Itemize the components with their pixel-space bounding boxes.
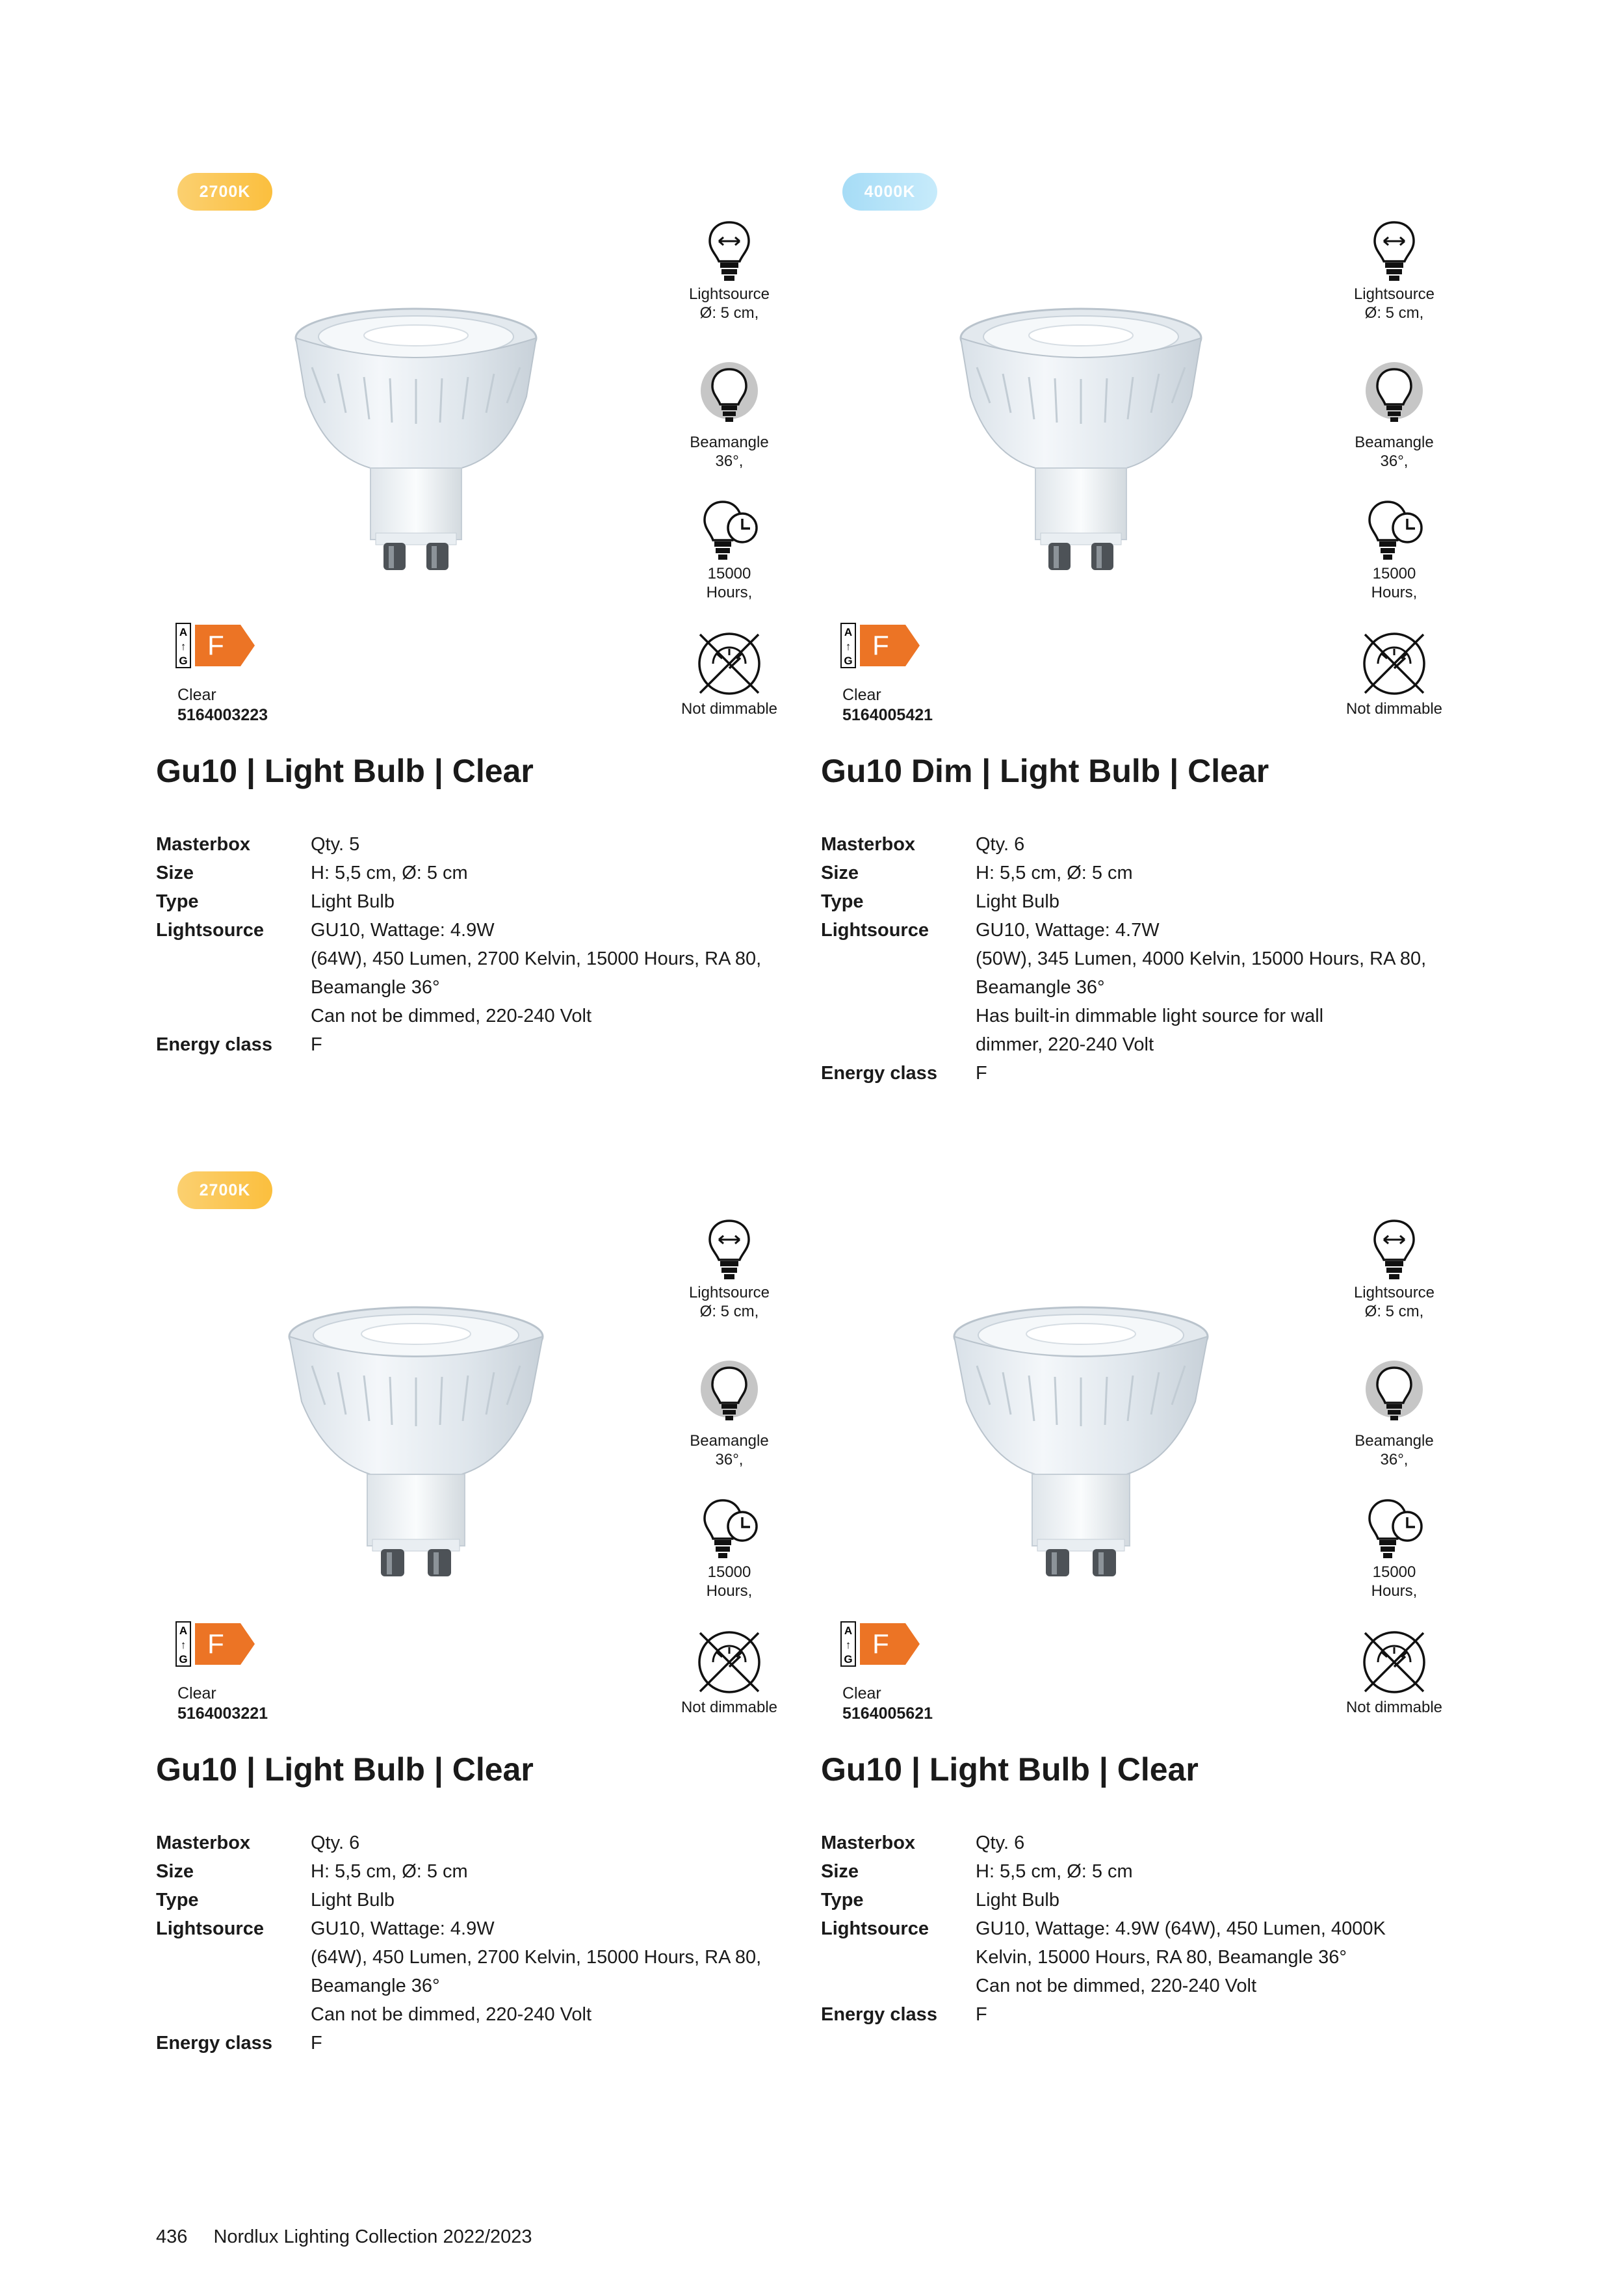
spec-row-size	[821, 859, 1477, 887]
lifetime-feature	[1329, 1498, 1459, 1600]
spec-value	[976, 1829, 1477, 1857]
bulb-diameter-icon	[706, 220, 753, 285]
energy-class-icon	[175, 623, 257, 668]
product-sku: 5164003221	[177, 1704, 268, 1723]
product-title: Gu10 | Light Bulb | Clear	[156, 1751, 534, 1788]
spec-label: Energy class	[821, 1063, 937, 1084]
spec-row-size	[156, 859, 812, 887]
beam-angle-icon	[1362, 361, 1427, 433]
lifetime-unit: Hours,	[706, 1582, 753, 1600]
spec-table	[821, 830, 1477, 1088]
lightsource-label: Lightsource	[1353, 285, 1435, 303]
spec-label: Size	[821, 863, 859, 883]
spec-label: Energy class	[156, 1034, 272, 1055]
beamangle-feature	[664, 1360, 794, 1469]
finish-label: Clear	[842, 686, 881, 704]
spec-line: Light Bulb	[311, 1890, 395, 1911]
finish-label: Clear	[177, 1684, 216, 1702]
gu10-bulb-image	[951, 306, 1211, 592]
beamangle-value: 36°,	[1380, 452, 1409, 470]
spec-line: Beamangle 36°	[311, 1976, 440, 1996]
spec-label: Energy class	[156, 2033, 272, 2054]
spec-line: H: 5,5 cm, Ø: 5 cm	[311, 863, 468, 883]
spec-label: Type	[821, 891, 864, 912]
energy-scale-arrow: ↑	[180, 640, 187, 653]
energy-scale-arrow: ↑	[180, 1639, 187, 1651]
spec-value	[311, 1914, 812, 2029]
spec-line: F	[311, 2033, 322, 2054]
bulb-clock-icon	[1362, 1498, 1427, 1563]
lifetime-unit: Hours,	[706, 584, 753, 601]
spec-line: GU10, Wattage: 4.9W (64W), 450 Lumen, 4000K	[976, 1918, 1386, 1939]
lightsource-feature	[1329, 1218, 1459, 1321]
product-title: Gu10 | Light Bulb | Clear	[821, 1751, 1199, 1788]
lifetime-hours: 15000	[1372, 565, 1416, 582]
lightsource-feature	[664, 1218, 794, 1321]
beamangle-value: 36°,	[715, 452, 744, 470]
dimmable-label: Not dimmable	[681, 1699, 778, 1716]
energy-label	[840, 1621, 922, 1667]
spec-line: Qty. 5	[311, 834, 360, 855]
spec-label: Lightsource	[156, 1918, 264, 1939]
spec-value	[976, 2000, 1477, 2029]
spec-line: Can not be dimmed, 220-240 Volt	[311, 2004, 592, 2025]
energy-scale-top: A	[179, 1624, 188, 1637]
lightsource-size: Ø: 5 cm,	[1364, 1303, 1424, 1320]
spec-line: Beamangle 36°	[976, 977, 1105, 998]
spec-value	[311, 916, 812, 1030]
spec-line: Has built-in dimmable light source for wall	[976, 1006, 1324, 1026]
energy-class-icon	[840, 1621, 922, 1667]
spec-row-masterbox	[156, 830, 812, 859]
energy-class-icon	[175, 1621, 257, 1667]
lifetime-hours: 15000	[707, 1563, 751, 1581]
dimmable-feature	[1329, 628, 1459, 718]
energy-scale-bottom: G	[844, 1653, 853, 1665]
energy-scale-top: A	[844, 626, 853, 638]
bulb-clock-icon	[1362, 499, 1427, 564]
lifetime-unit: Hours,	[1371, 1582, 1418, 1600]
spec-table	[821, 1829, 1477, 2029]
product-card	[156, 1174, 806, 2130]
spec-row-lightsource	[821, 1914, 1477, 2000]
spec-row-type	[821, 887, 1477, 916]
not-dimmable-icon	[694, 1626, 765, 1698]
lifetime-hours: 15000	[1372, 1563, 1416, 1581]
energy-class-letter: F	[872, 630, 889, 660]
energy-class-letter: F	[207, 630, 224, 660]
beamangle-value: 36°,	[715, 1451, 744, 1468]
spec-label: Energy class	[821, 2004, 937, 2025]
spec-value	[311, 1886, 812, 1914]
spec-row-lightsource	[821, 916, 1477, 1059]
spec-label: Size	[156, 1861, 194, 1882]
spec-line: (50W), 345 Lumen, 4000 Kelvin, 15000 Hours, RA 80,	[976, 948, 1427, 969]
beamangle-value: 36°,	[1380, 1451, 1409, 1468]
lifetime-feature	[664, 499, 794, 602]
energy-scale-top: A	[179, 626, 188, 638]
spec-label: Masterbox	[821, 834, 916, 855]
lightsource-label: Lightsource	[688, 1284, 770, 1301]
spec-line: Qty. 6	[311, 1833, 360, 1853]
spec-line: dimmer, 220-240 Volt	[976, 1034, 1154, 1055]
lifetime-hours: 15000	[707, 565, 751, 582]
spec-line: GU10, Wattage: 4.9W	[311, 1918, 495, 1939]
spec-row-masterbox	[156, 1829, 812, 1857]
lifetime-unit: Hours,	[1371, 584, 1418, 601]
spec-label: Type	[821, 1890, 864, 1911]
page-footer	[156, 2226, 532, 2248]
dimmable-feature	[1329, 1626, 1459, 1717]
spec-line: H: 5,5 cm, Ø: 5 cm	[976, 863, 1133, 883]
energy-class-icon	[840, 623, 922, 668]
beam-angle-icon	[697, 361, 762, 433]
spec-value	[311, 2029, 812, 2057]
beamangle-label: Beamangle	[1355, 434, 1434, 451]
spec-label: Masterbox	[156, 1833, 251, 1853]
energy-class-letter: F	[872, 1628, 889, 1659]
spec-line: (64W), 450 Lumen, 2700 Kelvin, 15000 Hours, RA 80,	[311, 1947, 762, 1968]
spec-line: Light Bulb	[311, 891, 395, 912]
product-sku: 5164003223	[177, 706, 268, 724]
spec-line: GU10, Wattage: 4.9W	[311, 920, 495, 941]
energy-scale-arrow: ↑	[845, 1639, 851, 1651]
spec-label: Lightsource	[156, 920, 264, 941]
spec-label: Size	[156, 863, 194, 883]
spec-line: GU10, Wattage: 4.7W	[976, 920, 1160, 941]
energy-class-letter: F	[207, 1628, 224, 1659]
not-dimmable-icon	[694, 628, 765, 699]
spec-value	[976, 830, 1477, 859]
dimmable-label: Not dimmable	[681, 700, 778, 718]
beam-angle-icon	[1362, 1360, 1427, 1431]
spec-line: H: 5,5 cm, Ø: 5 cm	[976, 1861, 1133, 1882]
beamangle-feature	[664, 361, 794, 471]
spec-line: H: 5,5 cm, Ø: 5 cm	[311, 1861, 468, 1882]
finish-label: Clear	[842, 1684, 881, 1702]
spec-row-size	[821, 1857, 1477, 1886]
product-title: Gu10 Dim | Light Bulb | Clear	[821, 753, 1269, 789]
energy-label	[175, 1621, 257, 1667]
spec-row-size	[156, 1857, 812, 1886]
dimmable-label: Not dimmable	[1345, 1699, 1443, 1716]
spec-value	[976, 916, 1477, 1059]
beamangle-feature	[1329, 361, 1459, 471]
spec-label: Type	[156, 1890, 199, 1911]
beamangle-feature	[1329, 1360, 1459, 1469]
product-sku: 5164005421	[842, 706, 933, 724]
product-card	[156, 176, 806, 1131]
spec-line: Can not be dimmed, 220-240 Volt	[311, 1006, 592, 1026]
spec-row-masterbox	[821, 830, 1477, 859]
bulb-diameter-icon	[1371, 220, 1418, 285]
spec-label: Masterbox	[821, 1833, 916, 1853]
spec-label: Lightsource	[821, 920, 929, 941]
spec-label: Lightsource	[821, 1918, 929, 1939]
spec-value	[976, 859, 1477, 887]
spec-line: Light Bulb	[976, 1890, 1059, 1911]
energy-scale-bottom: G	[844, 655, 853, 667]
spec-label: Type	[156, 891, 199, 912]
lightsource-size: Ø: 5 cm,	[699, 1303, 759, 1320]
product-card	[821, 1174, 1471, 2130]
spec-row-energy-class	[156, 1030, 812, 1059]
beamangle-label: Beamangle	[690, 1432, 769, 1450]
spec-line: F	[311, 1034, 322, 1055]
spec-row-type	[156, 1886, 812, 1914]
lightsource-label: Lightsource	[1353, 1284, 1435, 1301]
spec-value	[311, 887, 812, 916]
product-card	[821, 176, 1471, 1131]
spec-value	[311, 1857, 812, 1886]
spec-row-lightsource	[156, 1914, 812, 2029]
energy-scale-bottom: G	[179, 655, 188, 667]
energy-scale-bottom: G	[179, 1653, 188, 1665]
bulb-clock-icon	[697, 1498, 762, 1563]
spec-value	[976, 1059, 1477, 1088]
bulb-clock-icon	[697, 499, 762, 564]
energy-scale-arrow: ↑	[845, 640, 851, 653]
spec-row-type	[156, 887, 812, 916]
spec-row-energy-class	[821, 2000, 1477, 2029]
spec-value	[976, 887, 1477, 916]
spec-line: (64W), 450 Lumen, 2700 Kelvin, 15000 Hours, RA 80,	[311, 948, 762, 969]
spec-table	[156, 1829, 812, 2057]
bulb-diameter-icon	[1371, 1218, 1418, 1283]
spec-row-type	[821, 1886, 1477, 1914]
lightsource-size: Ø: 5 cm,	[1364, 304, 1424, 322]
gu10-bulb-image	[286, 306, 546, 592]
lightsource-feature	[664, 220, 794, 322]
spec-line: Kelvin, 15000 Hours, RA 80, Beamangle 36°	[976, 1947, 1347, 1968]
spec-line: F	[976, 2004, 987, 2025]
energy-label	[840, 623, 922, 668]
spec-value	[311, 1030, 812, 1059]
spec-line: Light Bulb	[976, 891, 1059, 912]
spec-value	[311, 859, 812, 887]
spec-row-energy-class	[156, 2029, 812, 2057]
color-temperature-badge: 4000K	[842, 173, 937, 211]
lightsource-feature	[1329, 220, 1459, 322]
dimmable-feature	[664, 628, 794, 718]
finish-label: Clear	[177, 686, 216, 704]
spec-table	[156, 830, 812, 1059]
beamangle-label: Beamangle	[690, 434, 769, 451]
spec-value	[976, 1914, 1477, 2000]
spec-line: F	[976, 1063, 987, 1084]
product-sku: 5164005621	[842, 1704, 933, 1723]
spec-label: Size	[821, 1861, 859, 1882]
bulb-diameter-icon	[706, 1218, 753, 1283]
page-number: 436	[156, 2226, 188, 2247]
spec-line: Beamangle 36°	[311, 977, 440, 998]
gu10-bulb-image	[286, 1304, 546, 1590]
gu10-bulb-image	[951, 1304, 1211, 1590]
energy-scale-top: A	[844, 1624, 853, 1637]
not-dimmable-icon	[1358, 1626, 1430, 1698]
lightsource-label: Lightsource	[688, 285, 770, 303]
spec-label: Masterbox	[156, 834, 251, 855]
energy-label	[175, 623, 257, 668]
collection-name: Nordlux Lighting Collection 2022/2023	[213, 2226, 532, 2247]
dimmable-feature	[664, 1626, 794, 1717]
color-temperature-badge: 2700K	[177, 173, 272, 211]
spec-value	[976, 1886, 1477, 1914]
spec-line: Qty. 6	[976, 834, 1025, 855]
spec-value	[311, 1829, 812, 1857]
color-temperature-badge: 2700K	[177, 1171, 272, 1209]
spec-value	[976, 1857, 1477, 1886]
beam-angle-icon	[697, 1360, 762, 1431]
not-dimmable-icon	[1358, 628, 1430, 699]
spec-line: Can not be dimmed, 220-240 Volt	[976, 1976, 1257, 1996]
spec-row-lightsource	[156, 916, 812, 1030]
spec-value	[311, 830, 812, 859]
dimmable-label: Not dimmable	[1345, 700, 1443, 718]
beamangle-label: Beamangle	[1355, 1432, 1434, 1450]
lightsource-size: Ø: 5 cm,	[699, 304, 759, 322]
lifetime-feature	[664, 1498, 794, 1600]
spec-row-masterbox	[821, 1829, 1477, 1857]
spec-row-energy-class	[821, 1059, 1477, 1088]
product-title: Gu10 | Light Bulb | Clear	[156, 753, 534, 789]
lifetime-feature	[1329, 499, 1459, 602]
spec-line: Qty. 6	[976, 1833, 1025, 1853]
